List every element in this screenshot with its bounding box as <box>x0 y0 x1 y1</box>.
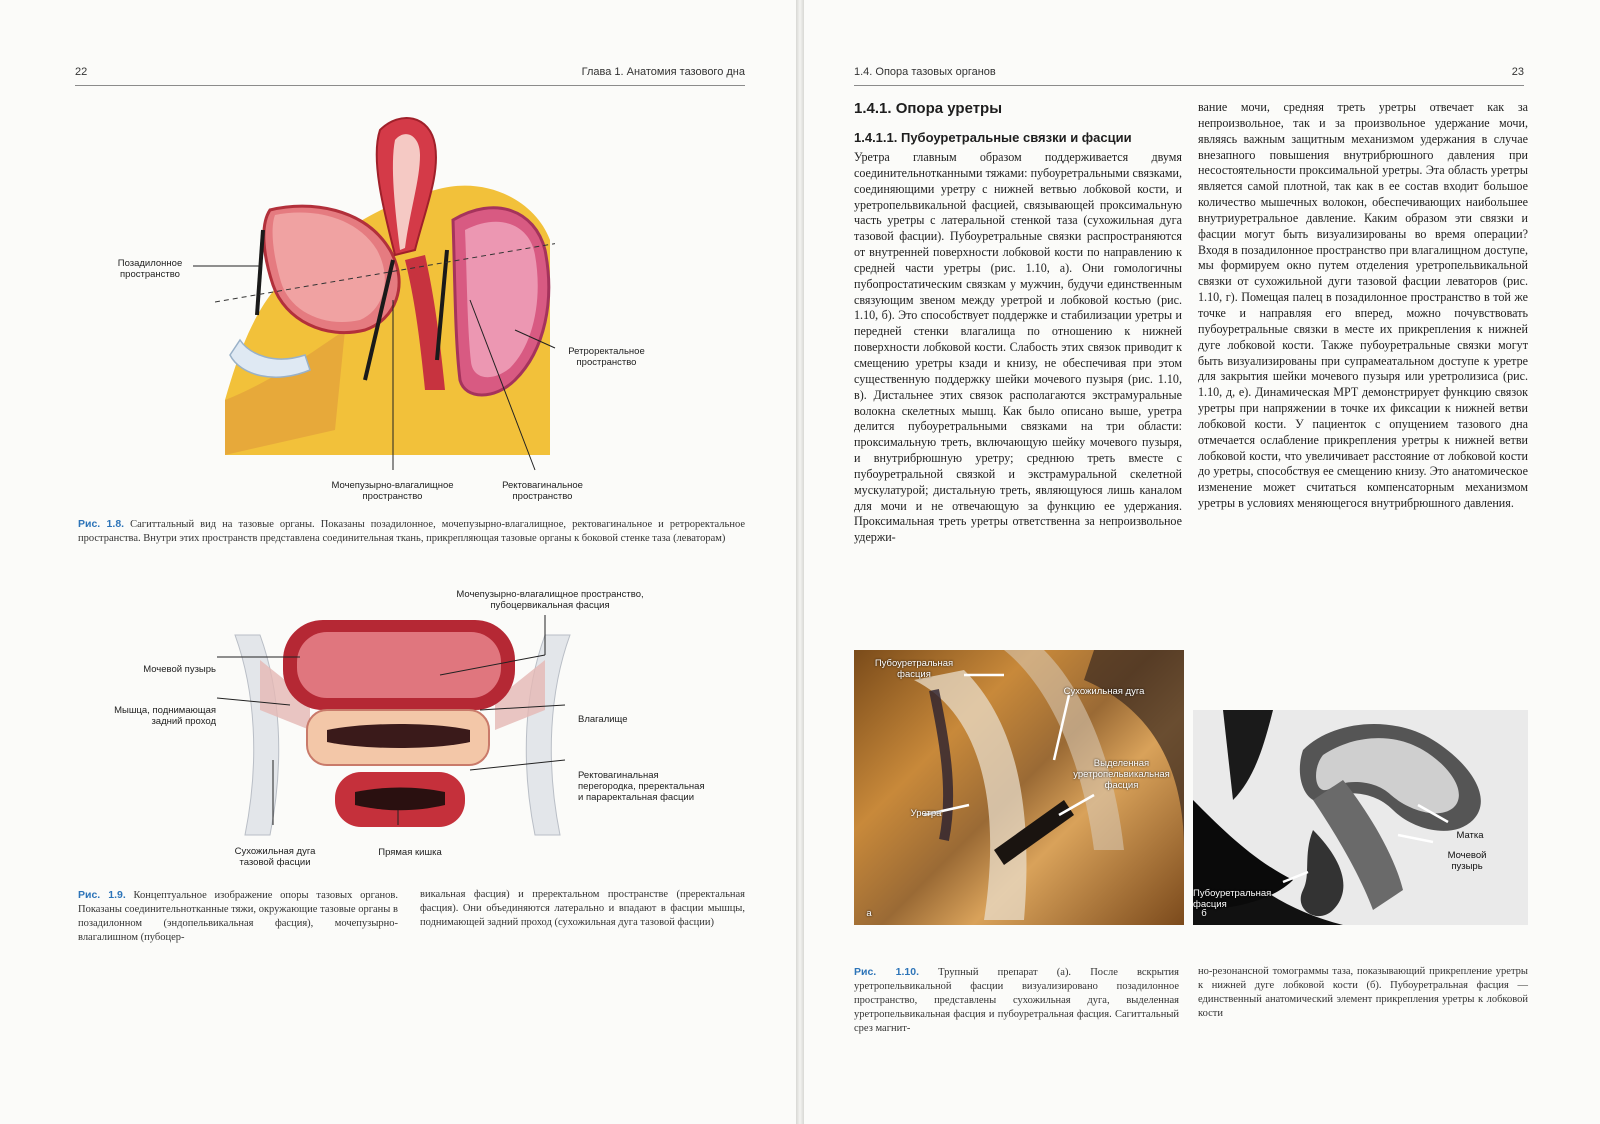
photo-b-letter: б <box>1201 908 1207 919</box>
label-bladder: Мочевой пузырь <box>143 664 216 675</box>
page-number: 23 <box>1511 66 1524 78</box>
label-vesicovaginal-pubocervical: Мочепузырно-влагалищное пространство, пубоцервикальная фасция <box>456 589 644 611</box>
label-levator-ani: Мышца, поднимающая задний проход <box>114 705 216 727</box>
label-retropubic-space: Позадилонное пространство <box>117 258 183 280</box>
body-column-1: Уретра главным образом поддерживается двумя соединительнотканными тяжами: пубоуретральными связками, соединяющими уретру с нижней ветвью лобковой кости, и уретропельвикальной фасцией, связывающей проксимальную часть уретры с латеральной стенкой таза (сухожильная дуга тазовой фасции). Пубоуретральные связки распространяются от внутренней поверхности лобковой кости по направлению к средней части уретры (рис. 1.10, а). Они гомологичны пубопростатическим связкам у мужчин, будучи единственным связующим звеном между уретрой и лобковой костью (рис. 1.10, б). Это способствует поддержке и стабилизации уретры и передней стенки влагалища по отношению к нижней поверхности лобковой кости. Слабость этих связок приводит к смещению уретры кзади и книзу, не обеспечивая при этом существенную поддержку шейки мочевого пузыря (рис. 1.10, в). Дистальнее этих связок располагаются экстрамуральные волокна скелетных мышц. Как было описано выше, уретра делится пубоуретральными связками на три области: проксимальную треть, включающую шейку мочевого пузыря, и внутрибрюшную уретру; среднюю треть вместе с пубоуретральной связкой и экстрамуральной скелетной мускулатурой; дистальную треть, являющуюся лишь каналом для мочи и не отвечающую за функцию ее удержания. Проксимальная треть уретры ответственна за непроизвольное удержи- <box>854 150 1182 545</box>
label-rectovaginal-space: Ректовагинальное пространство <box>502 480 583 502</box>
figure-1-10-caption-col2: но-резонансной томограммы таза, показывающий прикрепление уретры к нижней дуге лобковой кости (б). Пубоуретральная фасция — единственный анатомический элемент прикрепления уретры к лобковой кости <box>1198 966 1528 1019</box>
label-vesicovaginal-space: Мочепузырно-влагалищное пространство <box>331 480 454 502</box>
mri-photo-b <box>1193 710 1528 925</box>
photo-a-label-pubourethral: Пубоуретральная фасция <box>874 658 954 680</box>
figure-1-8-number: Рис. 1.8. <box>78 518 125 530</box>
figure-1-9-caption-text-1: Концептуальное изображение опоры тазовых органов. Показаны соединительнотканные тяжи, окружающие тазовые органы в позадилонном (эндопельвикальная фасция), мочепузырно-влагалишном (пубоцер- <box>78 890 399 943</box>
figure-1-9-caption-col1 <box>78 888 398 945</box>
page-number: 22 <box>75 66 88 78</box>
label-arcus-tendineus: Сухожильная дуга тазовой фасции <box>234 846 316 868</box>
left-page <box>0 0 796 1124</box>
label-rectum: Прямая кишка <box>378 847 442 858</box>
figure-1-8-caption-text: Сагиттальный вид на тазовые органы. Показаны позадилонное, мочепузырно-влагалищное, ректовагинальное и ретроректальное пространства. Внутри этих пространств представлена соединительная ткань, прикрепляющая тазовые органы к боковой стенке таза (леваторам) <box>78 519 745 544</box>
right-page <box>804 0 1600 1124</box>
figure-1-9-caption-col2: викальная фасция) и преректальном пространстве (преректальная фасция). Они объединяются латерально и впадают в фасции мышцы, поднимающей задний проход (сухожильная дуга тазовой фасции) <box>420 889 745 928</box>
label-rectovaginal-septum: Ректовагинальная перегородка, преректальная и параректальная фасции <box>578 770 705 803</box>
cadaver-photo-a <box>854 650 1184 925</box>
book-gutter <box>796 0 804 1124</box>
label-vagina: Влагалище <box>578 714 628 725</box>
figure-1-9-number: Рис. 1.9. <box>78 889 126 901</box>
running-head: Глава 1. Анатомия тазового дна <box>581 66 745 78</box>
figure-1-10-caption-col1 <box>854 965 1179 1036</box>
running-head: 1.4. Опора тазовых органов <box>854 66 996 78</box>
header-rule <box>854 85 1524 86</box>
figure-1-10-number: Рис. 1.10. <box>854 966 920 978</box>
photo-a-label-urethra: Уретра <box>910 808 942 819</box>
figure-1-10-caption-text-1: Трупный препарат (а). После вскрытия уретропельвикальной фасции визуализировано позадилонное пространство, представлены сухожильная дуга, выделенная уретропельвикальная фасция и пубоуретральная фасция. Сагиттальный срез магнит- <box>854 967 1180 1034</box>
photo-b-label-uterus: Матка <box>1456 830 1484 841</box>
photo-b-label-bladder: Мочевой пузырь <box>1447 850 1487 872</box>
section-heading: 1.4.1. Опора уретры <box>854 100 1003 117</box>
label-retrorectal-space: Ретроректальное пространство <box>568 346 645 368</box>
photo-b-label-pubourethral: Пубоуретральная фасция <box>1193 888 1272 910</box>
body-column-2: вание мочи, средняя треть уретры отвечает как за непроизвольное, так и за произвольное удержание мочи, являясь важным защитным механизмом удержания в случае внезапного повышения внутрибрюшного давления при несостоятельности проксимальной уретры. Эта область уретры является самой плотной, так как в ее состав входит большое количество мышечных волокон, обеспечивающих наибольшее внутриуретральное давление. Каким образом эти связки и фасции могут быть визуализированы во время операции? Входя в позадилонное пространство при влагалищном доступе, мы формируем окно путем отделения уретропельвикальной связки от сухожильной дуги тазовой фасции леваторов (рис. 1.10, г). Помещая палец в позадилонное пространство в той же точке и направляя его вперед, можно почувствовать пубоуретральные связки в месте их прикрепления к нижней дуге лобковой кости. Также пубоуретральные связки могут быть визуализированы при супрамеатальном доступе к уретре для закрытия шейки мочевого пузыря или уретролизиса (рис. 1.10, д, е). Динамическая МРТ демонстрирует функцию связок уретры при напряжении в точке их фиксации к нижней ветви лобковой кости. У пациенток с опущением тазового дна отмечается ослабление прикрепления уретры к нижней ветви лобковой кости, что увеличивает расстояние от лобковой кости до уретры, способствуя ее смещению книзу. Это анатомическое изменение может считаться компенсаторным механизмом уретры в условиях меняющегося внутрибрюшного давления. <box>1198 100 1528 511</box>
subsection-heading: 1.4.1.1. Пубоуретральные связки и фасции <box>854 130 1132 145</box>
photo-a-label-isolated-fascia: Выделенная уретропельвикальная фасция <box>1073 758 1170 791</box>
photo-a-label-arcus: Сухожильная дуга <box>1063 686 1145 697</box>
photo-a-letter: а <box>866 908 872 919</box>
figure-1-8-caption <box>78 517 745 546</box>
